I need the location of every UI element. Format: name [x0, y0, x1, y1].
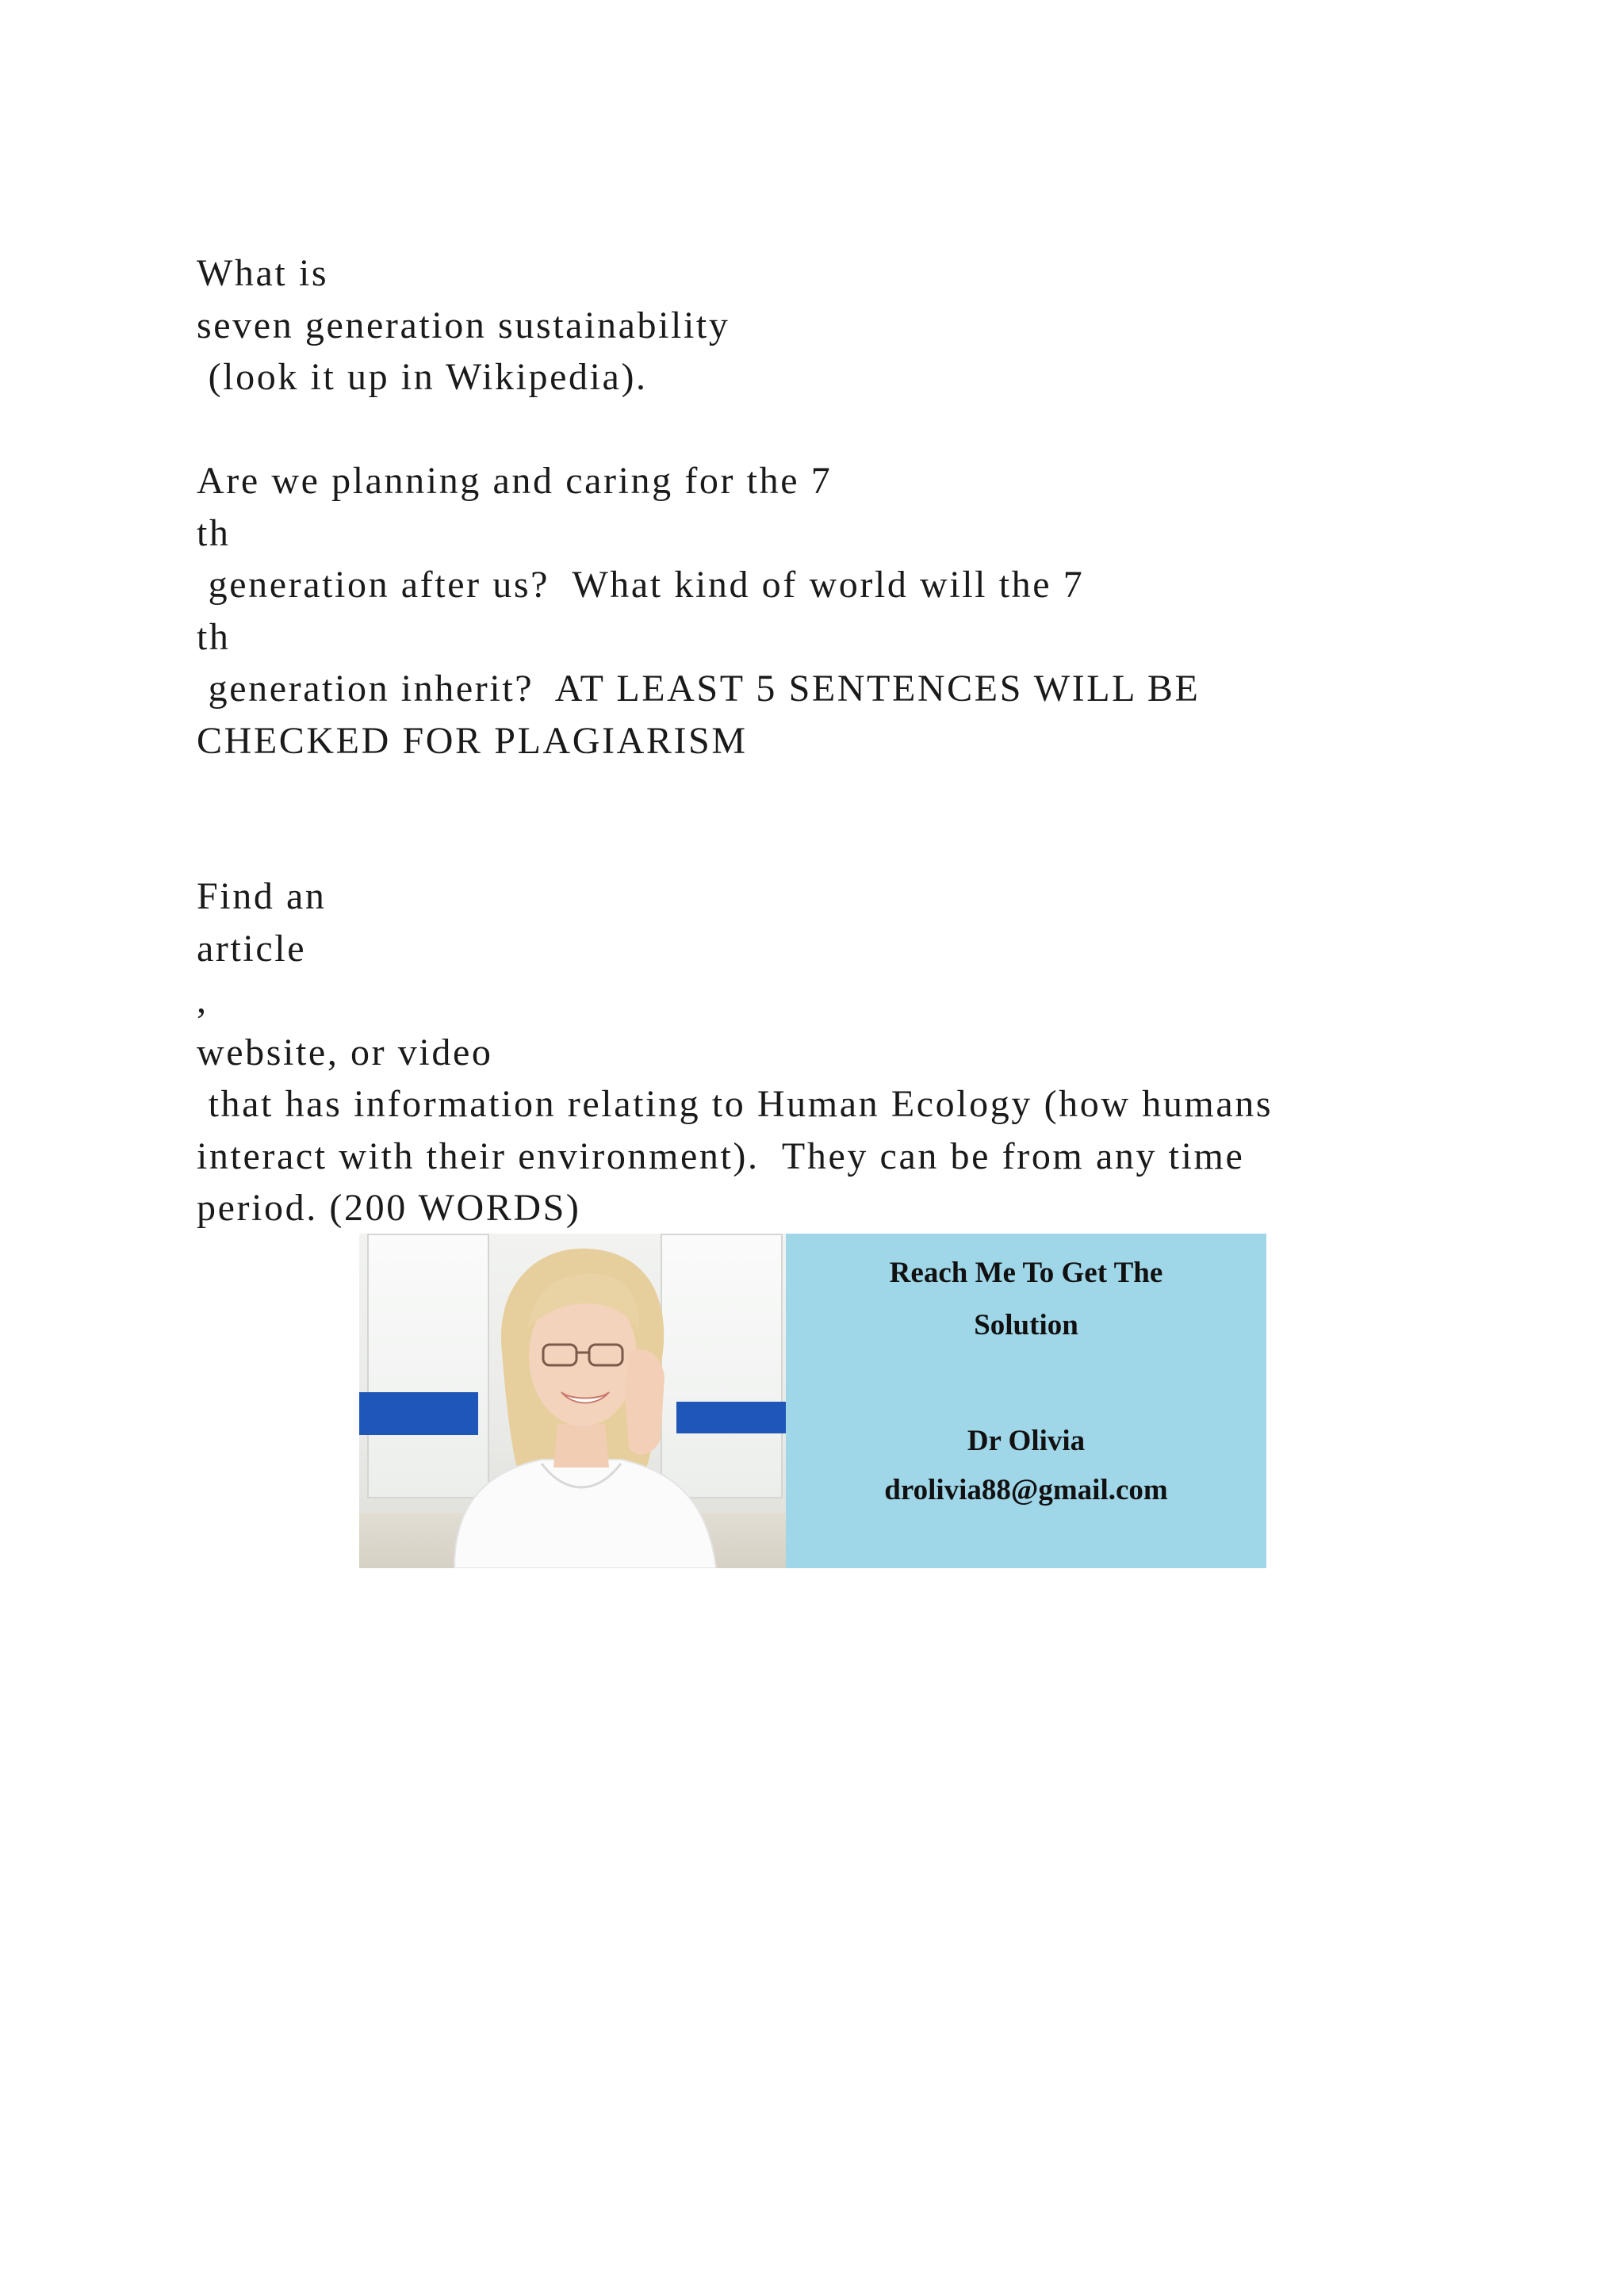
text-line [197, 404, 1434, 456]
person-illustration [359, 1234, 786, 1568]
text-line: (look it up in Wikipedia). [197, 356, 648, 398]
text-line: th [197, 511, 231, 554]
text-line: generation after us? What kind of world will the 7 [197, 564, 1085, 606]
text-line: th [197, 615, 231, 658]
banner-headline-2: Solution [974, 1309, 1078, 1341]
text-line: article [197, 927, 307, 970]
text-line [197, 767, 1434, 819]
text-line: generation inherit? AT LEAST 5 SENTENCES WILL BE [197, 668, 1201, 710]
banner-headline: Reach Me To Get The [889, 1257, 1163, 1289]
contact-banner-image [359, 1234, 1266, 1568]
text-line: CHECKED FOR PLAGIARISM [197, 719, 748, 762]
contact-name: Dr Olivia [967, 1425, 1086, 1457]
text-line: interact with their environment). They can be from any time [197, 1135, 1245, 1177]
contact-email: drolivia88@gmail.com [884, 1474, 1168, 1506]
text-line: website, or video [197, 1031, 493, 1073]
text-line: period. (200 WORDS) [197, 1187, 581, 1229]
text-line: that has information relating to Human Ecology (how humans [197, 1083, 1274, 1125]
text-line [197, 819, 1434, 871]
document-body [197, 247, 1434, 1234]
contact-panel [786, 1234, 1266, 1568]
woman-photo [359, 1234, 786, 1568]
text-line: , [197, 979, 209, 1021]
text-line: Are we planning and caring for the 7 [197, 460, 833, 502]
text-line: Find an [197, 875, 327, 917]
text-line: What is [197, 252, 329, 294]
text-line: seven generation sustainability [197, 304, 730, 346]
